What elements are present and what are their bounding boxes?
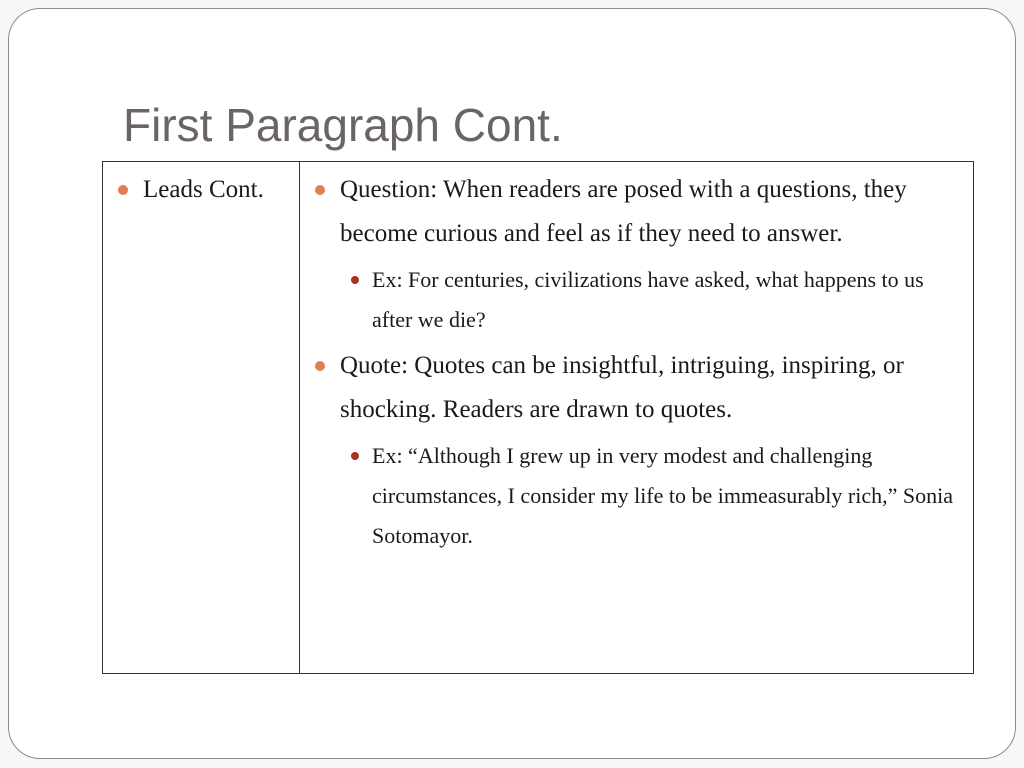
bullet-dot-icon — [315, 361, 325, 371]
slide-title: First Paragraph Cont. — [123, 99, 563, 151]
bullet-text: Question: When readers are posed with a questions, they become curious and feel as if they need to answer. — [340, 176, 907, 247]
bullet-question — [300, 168, 963, 256]
subbullet-text: Ex: For centuries, civilizations have asked, what happens to us after we die? — [372, 267, 924, 332]
right-cell — [300, 162, 974, 674]
bullet-quote — [300, 344, 963, 432]
bullet-dot-icon — [118, 185, 128, 195]
bullet-leads — [103, 168, 291, 212]
bullet-text: Leads Cont. — [143, 176, 264, 203]
content-table — [102, 161, 974, 674]
subbullet-dot-icon — [351, 452, 359, 460]
bullet-dot-icon — [315, 185, 325, 195]
table-row — [103, 162, 974, 674]
subbullet-quote-example — [300, 436, 963, 556]
subbullet-text: Ex: “Although I grew up in very modest and challenging circumstances, I consider my life to be immeasurably rich,” Sonia Sotomayor. — [372, 443, 953, 548]
bullet-text: Quote: Quotes can be insightful, intriguing, inspiring, or shocking. Readers are drawn to quotes. — [340, 352, 904, 423]
left-cell — [103, 162, 300, 674]
subbullet-question-example — [300, 260, 963, 340]
subbullet-dot-icon — [351, 276, 359, 284]
